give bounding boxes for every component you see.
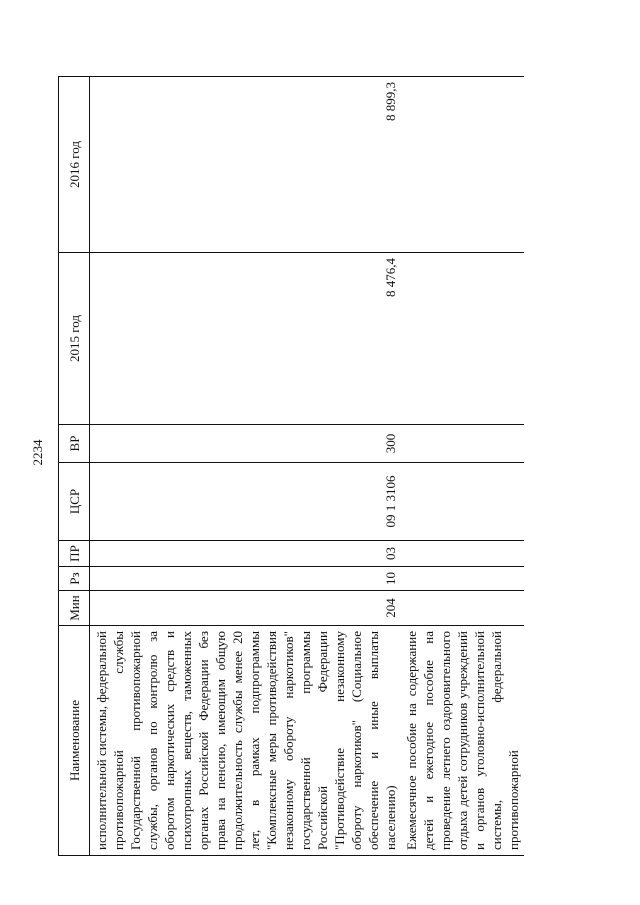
row-2016: 8 899,3 <box>90 77 402 253</box>
row-rz <box>401 567 524 591</box>
budget-table <box>58 76 524 856</box>
header-row <box>59 77 90 856</box>
row-2015: 8 476,4 <box>90 253 402 425</box>
header-2016: 2016 год <box>59 77 90 253</box>
row-2016 <box>401 77 524 253</box>
row-pr <box>401 541 524 567</box>
header-pr: ПР <box>59 541 90 567</box>
row-rz: 10 <box>90 567 402 591</box>
row-min: 204 <box>90 591 402 626</box>
row-vr: 300 <box>90 425 402 463</box>
row-csr: 09 1 3106 <box>90 463 402 541</box>
row-vr <box>401 425 524 463</box>
row-2015 <box>401 253 524 425</box>
row-csr <box>401 463 524 541</box>
row-min <box>401 591 524 626</box>
header-min: Мин <box>59 591 90 626</box>
row-name: исполнительной системы, федеральной противопожарной службы Государственной противопожарной службы, органов по контролю за оборотом наркотических средств и психотропных веществ, таможенных органах Российской Федерации без права на пенсию, имеющим общую продолжительность службы менее 20 лет, в рамках подпрограммы "Комплексные меры противодействия незаконному обороту наркотиков" государственной программы Российской Федерации "Противодействие незаконному обороту наркотиков" (Социальное обеспечение и иные выплаты населению) <box>90 626 402 856</box>
header-rz: Рз <box>59 567 90 591</box>
table-row <box>90 77 402 856</box>
page-number: 2234 <box>30 439 45 466</box>
header-2015: 2015 год <box>59 253 90 425</box>
row-name: Ежемесячное пособие на содержание детей и ежегодное пособие на проведение летнего оздоровительного отдыха детей сотрудников учреждений и органов уголовно-исполнительной системы, федеральной противопожарной <box>401 626 524 856</box>
header-name: Наименование <box>59 626 90 856</box>
header-csr: ЦСР <box>59 463 90 541</box>
header-vr: ВР <box>59 425 90 463</box>
row-pr: 03 <box>90 541 402 567</box>
table-row <box>401 77 524 856</box>
